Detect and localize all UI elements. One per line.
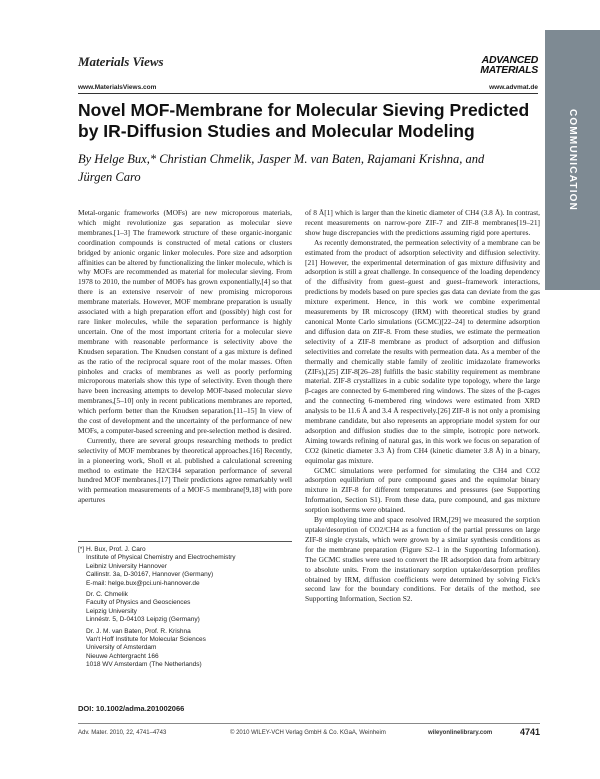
materials-views-url[interactable]: www.MaterialsViews.com — [78, 84, 157, 91]
affiliation-line: Dr. C. Chmelik — [86, 591, 128, 599]
affiliation-line: Linnéstr. 5, D-04103 Leipzig (Germany) — [86, 616, 200, 624]
paragraph: GCMC simulations were performed for simulating the CH4 and CO2 adsorption equilibrium of pure compound gases and the equimolar binary mixture in ZIF-8 for different temperatures and pressures (see Supporting Information, Section S1). From these data, pure compound, and gas mixture sorption isotherms were obtained. — [305, 465, 540, 515]
affiliation-line: Nieuwe Achtergracht 166 — [86, 652, 159, 660]
article-authors: By Helge Bux,* Christian Chmelik, Jasper M. van Baten, Rajamani Krishna, and Jürgen Caro — [78, 152, 485, 184]
affiliation-rule — [78, 541, 292, 542]
affiliations-block — [86, 546, 296, 670]
paragraph: As recently demonstrated, the permeation selectivity of a membrane can be estimated from the product of adsorption selectivity and diffusion selectivity.[21] However, the experimental determination of gas mixture diffusivity and adsorption is still a great challenge. In consequence of the loading dependency of the diffusivity from guest–guest and guest–framework interactions, predictions by models based on pure species gas data can deviate from the gas mixture experiment. Hence, in this work we combine experimental measurements by IR microscopy (IRM) with theoretical studies by grand canonical Monte Carlo simulations (GCMC)[22–24] to determine adsorption and diffusion data on ZIF-8. From these studies, we estimate the permeation selectivity of a ZIF-8 membrane as product of adsorption and diffusion selectivities and correlate the results with permeation data. As a member of the thermally and chemically stable family of zeolitic imidazolate frameworks (ZIFs),[25] ZIF-8[26–28] fulfills the basic stability requirement as membrane material. ZIF-8 crystallizes in a cubic sodalite type topology, where the large β-cages are connected by 6-membered ring windows. The sizes of the β-cages and the connecting 6-membered ring windows were estimated from XRD analysis to be 11.6 Å and 3.4 Å respectively.[26] ZIF-8 is not only a promising membrane candidate, but also represents an appropriate model system for our adsorption and diffusion studies due to the simple, isotropic pore network. Aiming towards refining of natural gas, in this work we focus on separation of CO2 (kinetic diameter 3.3 Å) from CH4 (kinetic diameter 3.8 Å) in a binary, equimolar gas mixture. — [305, 237, 540, 465]
paragraph: By employing time and space resolved IRM,[29] we measured the sorption uptake/desorption of CO2/CH4 as a function of the partial pressures on large ZIF-8 single crystals, which were grown by a similar synthesis conditions as for the membrane preparation (Figure S2–1 in the Supporting Information). The GCMC studies were used to convert the IR adsorption data from arbitrary to absolute units. From the instationary sorption uptake/desorption profiles obtained by IRM, diffusion coefficients were determined by solving Fick's second law for the boundary conditions. For details of the method, see Supporting Information, Section S2. — [305, 515, 540, 604]
advmat-url[interactable]: www.advmat.de — [489, 84, 538, 91]
footer-rule — [78, 723, 540, 724]
body-left-column — [78, 208, 292, 505]
article-title: Novel MOF-Membrane for Molecular Sieving Predicted by IR-Diffusion Studies and Molecular Modeling — [78, 100, 530, 141]
affiliation-marker: [*] — [78, 546, 85, 553]
affiliation-line: Callinstr. 3a, D-30167, Hannover (Germany) — [86, 571, 214, 579]
affiliation-line: Faculty of Physics and Geosciences — [86, 599, 191, 607]
affiliation-email[interactable]: E-mail: helge.bux@pci.uni-hannover.de — [86, 579, 200, 587]
affiliation-line: 1018 WV Amsterdam (The Netherlands) — [86, 661, 202, 669]
page-number: 4741 — [519, 727, 540, 737]
affiliation-line: Dr. J. M. van Baten, Prof. R. Krishna — [86, 627, 191, 635]
footer-copyright: © 2010 WILEY-VCH Verlag GmbH & Co. KGaA, Weinheim — [230, 730, 386, 736]
affiliation-line: Leibniz University Hannover — [86, 562, 167, 570]
footer-url[interactable]: wileyonlinelibrary.com — [428, 730, 493, 736]
footer-citation: Adv. Mater. 2010, 22, 4741–4743 — [78, 730, 167, 736]
affiliation-line: Leipzig University — [86, 607, 137, 615]
materials-views-logo: Materials Views — [78, 54, 164, 69]
affiliation-line: Van't Hoff Institute for Molecular Sciences — [86, 636, 206, 644]
affiliation-line: H. Bux, Prof. J. Caro — [86, 546, 146, 553]
article-doi[interactable]: DOI: 10.1002/adma.201002066 — [78, 704, 185, 713]
header-rule — [78, 93, 538, 94]
affiliation-line: Institute of Physical Chemistry and Electrochemistry — [86, 554, 236, 562]
affiliation-line: University of Amsterdam — [86, 644, 157, 652]
paragraph: Metal-organic frameworks (MOFs) are new microporous materials, which might revolutionize gas separation as molecular sieve membranes.[1–3] The framework structure of these organic-inorganic coordination compounds is constructed of metal cations or clusters bridged by anionic organic linker molecules. Pore size and adsorption affinities can be altered by functionalizing the linker molecule, which is why MOFs are recommended as material for molecular sieving. From 1978 to 2010, the number of MOFs has grown exponentially,[4] so that there is an extensive reservoir of new promising microporous membrane materials. However, MOF membrane preparation is usually associated with a high preparation effort and (possibly) high cost for rare linker molecules, while the separation performance is highly uncertain. One of the most important criteria for a molecular sieve membrane with reasonable performance is selectivity above the Knudsen separation. The Knudsen constant of a gas mixture is defined as the ratio of the reciprocal square root of the molar masses. Often pinholes and cracks of membranes as well as poorly performing microporous materials show this type of selectivity. Even though there have been increasing attempts to develop MOF-based molecular sieve membranes,[5–10] only in recent publications membranes are reported, which perform better than the Knudsen separation.[11–15] In view of the cost of development and the uncertainty of the performance of new MOFs, a computer-based screening and pre-selection method is desired. — [78, 208, 292, 435]
paragraph: of 8 Å[1] which is larger than the kinetic diameter of CH4 (3.8 Å). In contrast, recent measurements on narrow-pore ZIF-7 and ZIF-8 membranes[19–21] show huge discrepancies with the predictions assuming rigid pore apertures. — [305, 208, 540, 237]
paragraph: Currently, there are several groups researching methods to predict selectivity of MOF membranes by theoretical approaches.[16] Recently, in a pioneering work, Sholl et al. published a calculational screening method to estimate the H2/CH4 separation performance of several hundred MOF membranes.[17] Their predictions agree remarkably well with permeation measurements of a MOF-5 membrane[9,18] with pore apertures — [78, 435, 292, 505]
section-tab-label: COMMUNICATION — [567, 108, 578, 212]
advanced-materials-logo: ADVANCED MATERIALS — [480, 54, 538, 76]
body-right-column — [305, 208, 540, 604]
